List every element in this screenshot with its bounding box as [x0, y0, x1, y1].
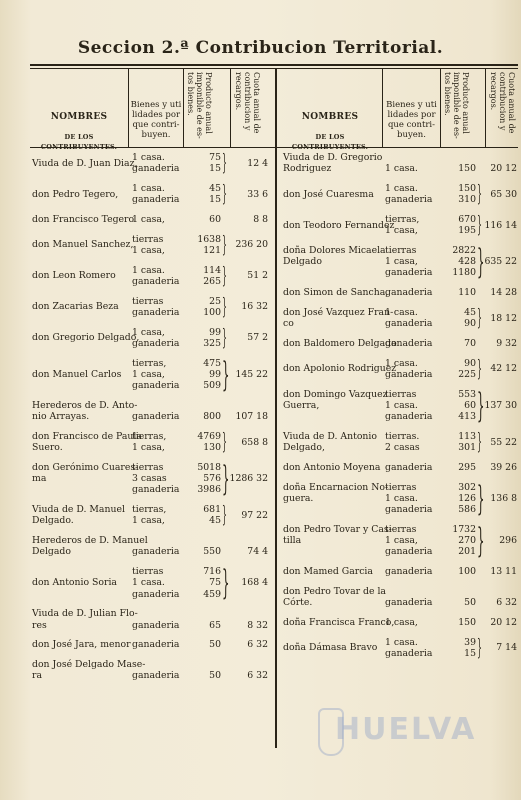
annual-tax-quota: 236 20 [235, 239, 268, 251]
names-header-sub: DE LOS CONTRIBUYENTES. [40, 133, 118, 151]
left-col-divider-1 [128, 68, 129, 148]
center-divider [275, 68, 277, 748]
annual-product-value: 1638 [197, 233, 221, 245]
ledger-entry [32, 431, 272, 453]
asset-type: ganaderia [132, 194, 180, 206]
ledger-entry [283, 617, 519, 628]
annual-tax-quota: 116 14 [484, 219, 517, 231]
asset-type: tierras, [132, 357, 167, 369]
annual-product-value: 90 [464, 318, 476, 330]
annual-product-value: 310 [458, 194, 476, 206]
annual-product-value: 50 [464, 597, 476, 609]
annual-product-value: 1180 [452, 267, 476, 279]
annual-product-value: 800 [203, 411, 221, 423]
contributor-name: don José Vazquez Fran- [283, 307, 394, 318]
right-col-divider-1 [382, 68, 383, 148]
asset-type: ganaderia [385, 267, 433, 279]
annual-product-value: 5018 [197, 462, 221, 473]
asset-type: 1 casa. [132, 152, 165, 163]
contributor-name: don Simon de Sancha, [283, 287, 389, 299]
asset-type: tierras [132, 233, 164, 245]
right-col-divider-2 [440, 68, 441, 148]
annual-product-value: 225 [458, 368, 476, 380]
ledger-entry [32, 535, 272, 557]
asset-type: ganaderia [385, 194, 433, 206]
contributor-name: Viuda de D. Manuel [32, 504, 125, 516]
contributor-name: don José Delgado Mase- [32, 659, 146, 671]
annual-tax-quota: 8 32 [247, 619, 268, 631]
asset-type: 1 casa. [385, 399, 418, 411]
grouping-brace: } [477, 429, 482, 455]
ledger-entry [32, 231, 272, 258]
asset-type: ganaderia [385, 287, 433, 299]
grouping-brace: } [222, 459, 230, 498]
ledger-entry [32, 152, 272, 174]
contributor-name: doña Francisca Franco, [283, 617, 395, 628]
contributor-name: Rodriguez [283, 163, 332, 175]
asset-type: ganaderia [132, 380, 180, 392]
annual-product-value: 65 [209, 619, 221, 631]
asset-type: 1 casa, [132, 244, 165, 256]
annual-tax-quota: 16 32 [241, 301, 268, 313]
ledger-entry [283, 385, 519, 425]
contributor-name: Córte. [283, 597, 313, 609]
annual-product-value: 1732 [452, 524, 476, 535]
annual-product-value: 301 [458, 442, 476, 454]
contributor-name: don Mamed Garcia [283, 566, 373, 578]
asset-type: 1 casa. [385, 307, 418, 318]
annual-product-value: 90 [464, 357, 476, 369]
annual-tax-quota: 137 30 [484, 399, 517, 411]
contributor-name: don Pedro Tovar y Cas- [283, 524, 392, 535]
asset-type: tierras [385, 388, 417, 400]
ledger-entry [283, 462, 519, 473]
ledger-entry [32, 324, 272, 351]
annual-product-value: 3986 [197, 484, 221, 496]
grouping-brace: } [477, 478, 485, 518]
asset-type: 1 casa, [132, 442, 165, 454]
annual-product-value: 550 [203, 546, 221, 558]
annual-product-value: 25 [209, 295, 221, 307]
annual-product-value: 113 [458, 431, 476, 442]
annual-product-value: 99 [209, 368, 221, 380]
left-header-bienes: Bienes y uti lidades por que contri- buyen. [130, 100, 182, 140]
ledger-entry [32, 293, 272, 320]
asset-type: ganaderia [132, 275, 180, 287]
annual-product-value: 75 [209, 152, 221, 163]
annual-tax-quota: 658 8 [241, 436, 268, 448]
asset-type: ganaderia [385, 411, 433, 423]
names-header-main: NOMBRES [50, 112, 108, 122]
annual-product-value: 110 [458, 287, 476, 299]
asset-type: ganaderia [385, 462, 433, 473]
ledger-entry [283, 566, 519, 577]
asset-type: 1 casa, [132, 326, 165, 338]
names-header-sub-right: DE LOS CONTRIBUYENTES. [291, 133, 369, 151]
asset-type: 1 casa. [385, 183, 418, 194]
ledger-entry [32, 563, 272, 603]
annual-product-value: 670 [458, 214, 476, 225]
annual-tax-quota: 296 [499, 535, 517, 547]
grouping-brace: } [477, 181, 482, 207]
right-header-cuota: Cuota anual de contribucion y recargos. [489, 72, 516, 134]
left-col-divider-3 [230, 68, 231, 148]
ledger-entry [283, 152, 519, 174]
ledger-entry [32, 502, 272, 529]
annual-product-value: 459 [203, 588, 221, 600]
contributor-name: Herederos de D. Anto- [32, 400, 138, 411]
grouping-brace: } [222, 563, 230, 603]
left-header-producto: Producto anual imponible de es- tos bienes. [186, 72, 213, 139]
header-rule-top [30, 64, 518, 66]
contributor-name: Delgado. [32, 515, 74, 527]
ledger-entry [283, 183, 519, 205]
annual-tax-quota: 6 32 [496, 597, 517, 609]
page-title: Seccion 2.ª Contribucion Territorial. [77, 38, 444, 58]
grouping-brace: } [222, 262, 227, 289]
contributor-name: don Apolonio Rodriguez [283, 363, 397, 375]
asset-type: tierras, [132, 504, 167, 516]
contributor-name: Delgado [283, 256, 322, 268]
grouping-brace: } [477, 521, 485, 560]
ledger-entry [283, 478, 519, 518]
asset-type: ganaderia [385, 504, 433, 516]
annual-tax-quota: 145 22 [235, 368, 268, 380]
asset-type: 1 casa, [132, 214, 165, 225]
annual-product-value: 45 [209, 183, 221, 194]
ledger-entry [283, 338, 519, 349]
asset-type: ganaderia [132, 337, 180, 349]
annual-product-value: 270 [458, 535, 476, 547]
ledger-entry [283, 521, 519, 560]
ledger-entry [32, 262, 272, 289]
contributor-name: co [283, 318, 294, 330]
annual-tax-quota: 18 12 [490, 312, 517, 324]
annual-tax-quota: 635 22 [484, 256, 517, 268]
contributor-name: don Antonio Moyena [283, 462, 381, 473]
ledger-entry [32, 608, 272, 630]
left-col-divider-2 [183, 68, 184, 148]
ledger-entry [32, 354, 272, 394]
annual-product-value: 70 [464, 338, 476, 349]
annual-tax-quota: 9 32 [496, 338, 517, 349]
annual-tax-quota: 1286 32 [229, 473, 268, 485]
contributor-name: don Manuel Sanchez, [32, 239, 134, 251]
grouping-brace: } [222, 324, 227, 351]
asset-type: 1 casa. [132, 577, 165, 589]
annual-tax-quota: 168 4 [241, 577, 268, 589]
annual-tax-quota: 107 18 [235, 411, 268, 423]
asset-type: ganaderia [132, 306, 180, 318]
annual-product-value: 586 [458, 504, 476, 516]
annual-product-value: 428 [458, 256, 476, 268]
contributor-name: don Gerónimo Cuares- [32, 462, 139, 473]
ledger-entry [283, 287, 519, 298]
annual-tax-quota: 33 6 [247, 188, 268, 200]
asset-type: tierras [385, 524, 417, 535]
annual-tax-quota: 14 28 [490, 287, 517, 299]
annual-tax-quota: 74 4 [247, 546, 268, 558]
asset-type: 1 casa, [385, 256, 418, 268]
annual-product-value: 100 [458, 566, 476, 578]
asset-type: ganaderia [132, 588, 180, 600]
annual-product-value: 553 [458, 388, 476, 400]
annual-product-value: 15 [209, 163, 221, 175]
asset-type: 1 casa. [385, 357, 418, 369]
annual-product-value: 716 [203, 566, 221, 578]
annual-product-value: 45 [464, 307, 476, 318]
contributor-name: Guerra, [283, 399, 320, 411]
contributor-name: tilla [283, 535, 302, 547]
annual-tax-quota: 55 22 [490, 436, 517, 448]
annual-product-value: 100 [203, 306, 221, 318]
contributor-name: ma [32, 473, 47, 485]
contributor-name: Viuda de D. Juan Diaz, [32, 157, 138, 169]
asset-type: tierras [385, 481, 417, 493]
annual-product-value: 576 [203, 473, 221, 485]
contributor-name: don Gregorio Delgado, [32, 332, 140, 344]
grouping-brace: } [477, 212, 482, 238]
contributor-name: don José Jara, menor [32, 639, 131, 651]
annual-product-value: 201 [458, 546, 476, 558]
asset-type: ganaderia [385, 338, 433, 349]
annual-product-value: 121 [203, 244, 221, 256]
contributor-name: ra [32, 670, 42, 682]
asset-type: 2 casas [385, 442, 420, 454]
annual-product-value: 126 [458, 492, 476, 504]
right-header-bienes: Bienes y uti lidades por que contri- buyen. [386, 100, 437, 140]
contributor-name: Viuda de D. Julian Flo- [32, 608, 138, 620]
annual-product-value: 75 [209, 577, 221, 589]
left-column [32, 152, 272, 752]
grouping-brace: } [222, 429, 227, 455]
asset-type: tierras [132, 566, 164, 578]
asset-type: 3 casas [132, 473, 167, 485]
ledger-entry [32, 659, 272, 681]
asset-type: ganaderia [385, 546, 433, 558]
contributor-name: Viuda de D. Gregorio [283, 152, 383, 163]
annual-tax-quota: 12 4 [247, 157, 268, 169]
annual-product-value: 302 [458, 481, 476, 493]
annual-tax-quota: 7 14 [496, 642, 517, 654]
annual-tax-quota: 51 2 [247, 270, 268, 282]
contributor-name: don Antonio Soria [32, 577, 117, 589]
asset-type: 1 casa. [132, 183, 165, 194]
grouping-brace: } [222, 293, 227, 320]
annual-product-value: 15 [464, 647, 476, 659]
contributor-name: don Domingo Vazquez [283, 388, 388, 400]
asset-type: ganaderia [132, 411, 180, 423]
annual-product-value: 413 [458, 411, 476, 423]
grouping-brace: } [222, 181, 227, 207]
annual-product-value: 130 [203, 442, 221, 454]
annual-tax-quota: 57 2 [247, 332, 268, 344]
grouping-brace: } [477, 355, 482, 382]
annual-product-value: 60 [464, 399, 476, 411]
contributor-name: Viuda de D. Antonio [283, 431, 377, 442]
right-header-producto: Producto anual imponible de es- tos bienes. [443, 72, 470, 139]
annual-product-value: 150 [458, 163, 476, 175]
ledger-entry [283, 586, 519, 608]
contributor-name: Delgado [32, 546, 71, 558]
asset-type: tierras, [132, 431, 167, 442]
annual-tax-quota: 6 32 [247, 670, 268, 682]
contributor-name: nio Arrayas. [32, 411, 90, 423]
right-column [283, 152, 519, 752]
annual-product-value: 39 [464, 636, 476, 648]
asset-type: ganaderia [132, 163, 180, 175]
contributor-name: doña Encarnacion No- [283, 481, 389, 493]
grouping-brace: } [477, 305, 482, 331]
annual-tax-quota: 8 8 [253, 214, 268, 225]
grouping-brace: } [477, 385, 485, 425]
ledger-entry [283, 355, 519, 382]
annual-tax-quota: 97 22 [241, 509, 268, 521]
contributor-name: don Baldomero Delgado [283, 338, 397, 349]
grouping-brace: } [222, 354, 230, 394]
contributor-name: Herederos de D. Manuel [32, 535, 148, 547]
annual-tax-quota: 20 12 [490, 617, 517, 628]
annual-product-value: 265 [203, 275, 221, 287]
asset-type: tierras [132, 295, 164, 307]
annual-product-value: 45 [209, 515, 221, 527]
asset-type: ganaderia [132, 619, 180, 631]
grouping-brace: } [222, 231, 227, 258]
asset-type: 1 casa, [132, 368, 165, 380]
asset-type: tierras [385, 245, 417, 256]
annual-product-value: 50 [209, 639, 221, 651]
ledger-entry [283, 242, 519, 281]
header-rule-top-thin [30, 68, 518, 69]
annual-tax-quota: 65 30 [490, 188, 517, 200]
contributor-name: don Leon Romero [32, 270, 116, 282]
archive-watermark: HUELVA [335, 712, 477, 747]
annual-product-value: 15 [209, 194, 221, 206]
right-col-divider-3 [485, 68, 486, 148]
annual-product-value: 4769 [197, 431, 221, 442]
annual-tax-quota: 13 11 [490, 566, 517, 578]
annual-tax-quota: 39 26 [490, 462, 517, 473]
annual-tax-quota: 136 8 [490, 492, 517, 504]
asset-type: ganaderia [385, 368, 433, 380]
ledger-entry [283, 431, 519, 453]
annual-product-value: 295 [458, 462, 476, 473]
contributor-name: don José Cuaresma [283, 188, 374, 200]
asset-type: ganaderia [132, 670, 180, 682]
contributor-name: don Manuel Carlos [32, 368, 122, 380]
asset-type: ganaderia [385, 318, 433, 330]
contributor-name: don Teodoro Fernandez [283, 219, 395, 231]
asset-type: 1 casa. [385, 163, 418, 175]
annual-product-value: 475 [203, 357, 221, 369]
contributor-name: don Francisco de Paula [32, 431, 142, 442]
asset-type: ganaderia [385, 647, 433, 659]
ledger-entry [32, 459, 272, 498]
left-header-names [30, 112, 128, 152]
contributor-name: guera. [283, 492, 314, 504]
ledger-entry [283, 214, 519, 236]
grouping-brace: } [477, 242, 485, 281]
asset-type: ganaderia [132, 639, 180, 651]
left-header-cuota: Cuota anual de contribucion y recargos. [234, 72, 261, 134]
asset-type: ganaderia [132, 484, 180, 496]
right-header-names [280, 112, 380, 152]
annual-product-value: 195 [458, 225, 476, 237]
annual-product-value: 150 [458, 617, 476, 628]
annual-product-value: 99 [209, 326, 221, 338]
grouping-brace: } [222, 150, 227, 176]
contributor-name: doña Dámasa Bravo [283, 642, 378, 654]
annual-product-value: 325 [203, 337, 221, 349]
annual-product-value: 509 [203, 380, 221, 392]
annual-tax-quota: 20 12 [490, 163, 517, 175]
asset-type: tierras [132, 462, 164, 473]
annual-product-value: 114 [203, 264, 221, 276]
contributor-name: don Zacarias Beza [32, 301, 119, 313]
contributor-name: Delgado, [283, 442, 325, 454]
annual-product-value: 60 [209, 214, 221, 225]
contributor-name: don Pedro Tegero, [32, 188, 119, 200]
ledger-entry [32, 400, 272, 422]
asset-type: ganaderia [132, 546, 180, 558]
grouping-brace: } [222, 502, 227, 529]
asset-type: 1 casa, [385, 617, 418, 628]
asset-type: 1 casa. [385, 492, 418, 504]
annual-product-value: 681 [203, 504, 221, 516]
annual-tax-quota: 42 12 [490, 363, 517, 375]
asset-type: ganaderia [385, 597, 433, 609]
ledger-entry [32, 183, 272, 205]
contributor-name: doña Dolores Micaela [283, 245, 386, 256]
contributor-name: Suero. [32, 442, 63, 454]
asset-type: 1 casa. [132, 264, 165, 276]
annual-tax-quota: 6 32 [247, 639, 268, 651]
grouping-brace: } [477, 634, 482, 661]
contributor-name: don Pedro Tovar de la [283, 586, 386, 597]
contributor-name: don Francisco Tegero [32, 214, 135, 225]
names-header-main-right: NOMBRES [301, 112, 359, 122]
ledger-entry [283, 307, 519, 329]
asset-type: 1 casa, [132, 515, 165, 527]
asset-type: ganaderia [385, 566, 433, 578]
ledger-entry [283, 634, 519, 661]
asset-type: 1 casa, [385, 535, 418, 547]
asset-type: 1 casa, [385, 225, 418, 237]
annual-product-value: 50 [209, 670, 221, 682]
asset-type: tierras. [385, 431, 420, 442]
asset-type: 1 casa. [385, 636, 418, 648]
ledger-entry [32, 214, 272, 225]
contributor-name: res [32, 619, 47, 631]
annual-product-value: 150 [458, 183, 476, 194]
asset-type: tierras, [385, 214, 420, 225]
annual-product-value: 2822 [452, 245, 476, 256]
ledger-entry [32, 639, 272, 650]
